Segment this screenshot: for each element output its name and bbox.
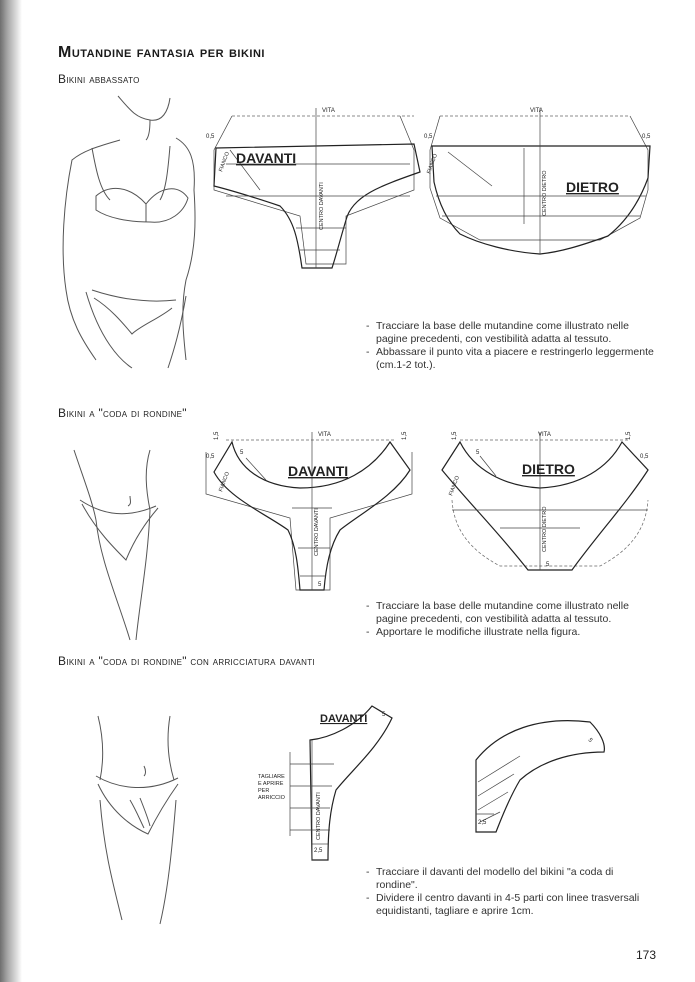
label-davanti-3: DAVANTI [320, 713, 368, 725]
note-1-2: - Abbassare il punto vita a piacere e restringerlo leggermente (cm.1-2 tot.). [366, 346, 656, 372]
figure-sketch-coda-di-rondine [74, 450, 158, 640]
pattern-back-coda [442, 431, 649, 570]
label-05-front-2: 0,5 [206, 454, 215, 460]
label-dietro-2: DIETRO [522, 461, 575, 477]
label-15-front-right: 1,5 [402, 431, 408, 440]
section-2-notes [366, 600, 656, 639]
label-centro-davanti-1: CENTRO DAVANTI [319, 182, 325, 230]
label-5-front: 5 [240, 450, 244, 456]
label-25-spread: 2,5 [478, 820, 487, 826]
label-vita-back: VITA [530, 108, 543, 114]
section-3-subtitle: Bikini a "coda di rondine" con arricciatura davanti [58, 654, 315, 668]
label-vita-front-2: VITA [318, 432, 331, 438]
label-05-front-left: 0,5 [206, 134, 215, 140]
section-1-notes [366, 320, 656, 372]
pattern-back-abbassato [424, 108, 651, 254]
pattern-front-spread [476, 721, 604, 832]
label-5-front-3: 5 [382, 712, 386, 718]
label-e-aprire: E APRIRE [258, 781, 284, 787]
label-05-back-2: 0,5 [640, 454, 649, 460]
label-vita-front: VITA [322, 108, 335, 114]
label-25-front-3: 2,5 [314, 848, 323, 854]
label-fianco-back-2: FIANCO [448, 475, 461, 497]
note-1-1: - Tracciare la base delle mutandine come illustrato nelle pagine precedenti, con vestibilità adatta al tessuto. [366, 320, 656, 346]
label-5-spread: 5 [586, 737, 594, 744]
label-15-front-left: 1,5 [214, 431, 220, 440]
label-arriccio: ARRICCIO [258, 795, 285, 801]
label-fianco-front: FIANCO [218, 151, 231, 173]
figure-sketch-bikini-abbassato [63, 96, 195, 368]
pattern-front-coda [206, 431, 412, 590]
section-3-notes [366, 866, 646, 918]
label-5-back-bottom: 5 [546, 562, 550, 568]
label-05-back-left: 0,5 [424, 134, 433, 140]
label-15-back-left: 1,5 [452, 431, 458, 440]
section-1-subtitle: Bikini abbassato [58, 72, 140, 86]
note-3-1: - Tracciare il davanti del modello del bikini "a coda di rondine". [366, 866, 646, 892]
pattern-front-arricciatura [258, 706, 392, 860]
label-centro-dietro-2: CENTRO DIETRO [542, 506, 548, 552]
note-3-2: - Dividere il centro davanti in 4-5 parti con linee trasversali equidistanti, tagliare e aprire 1cm. [366, 892, 646, 918]
label-5-front-bottom: 5 [318, 582, 322, 588]
pattern-front-abbassato [206, 108, 420, 268]
label-fianco-back: FIANCO [426, 153, 439, 175]
label-tagliare: TAGLIARE [258, 774, 285, 780]
figure-sketch-arricciatura [96, 716, 178, 924]
page-number: 173 [636, 948, 657, 962]
note-2-1: - Tracciare la base delle mutandine come illustrato nelle pagine precedenti, con vestibilità adatta al tessuto. [366, 600, 656, 626]
label-15-back-right: 1,5 [626, 431, 632, 440]
label-centro-dietro-1: CENTRO DIETRO [542, 170, 548, 216]
label-per: PER [258, 788, 270, 794]
label-05-back-right: 0,5 [642, 134, 651, 140]
label-vita-back-2: VITA [538, 432, 551, 438]
label-centro-davanti-2: CENTRO DAVANTI [314, 508, 320, 556]
note-2-2: - Apportare le modifiche illustrate nella figura. [366, 626, 656, 639]
label-5-back: 5 [476, 450, 480, 456]
section-2-subtitle: Bikini a "coda di rondine" [58, 406, 187, 420]
label-dietro-1: DIETRO [566, 179, 619, 195]
label-fianco-front-2: FIANCO [218, 471, 231, 493]
label-centro-davanti-3: CENTRO DAVANTI [316, 792, 322, 840]
page-title: Mutandine fantasia per bikini [58, 44, 265, 61]
label-davanti-1: DAVANTI [236, 150, 297, 166]
label-davanti-2: DAVANTI [288, 463, 349, 479]
